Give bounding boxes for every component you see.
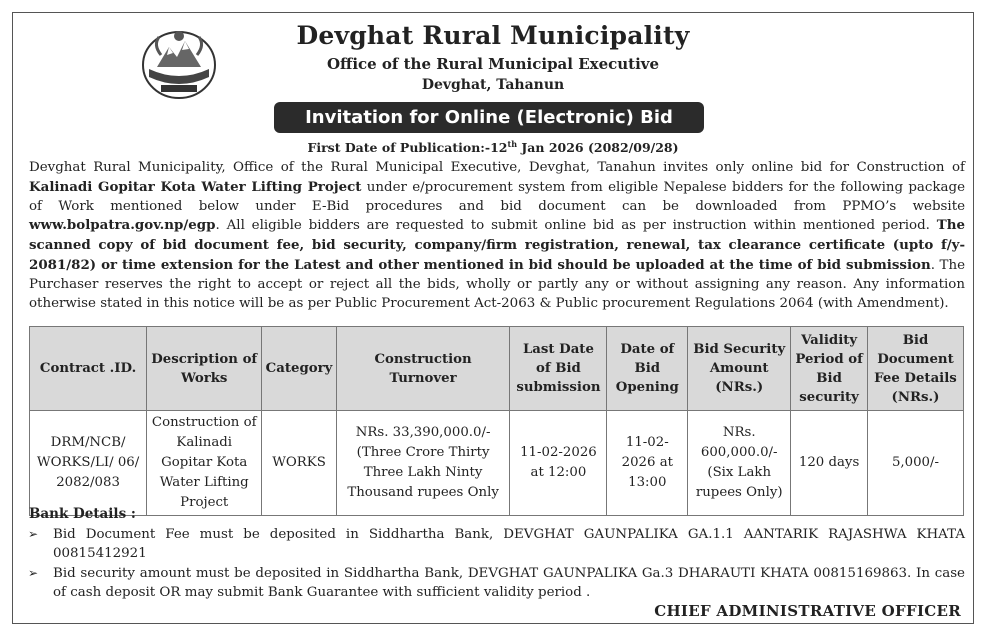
publication-date-prefix: First Date of Publication:-12 bbox=[307, 140, 508, 156]
project-name: Kalinadi Gopitar Kota Water Lifting Project bbox=[29, 178, 362, 195]
table-row bbox=[30, 411, 964, 516]
office-name: Office of the Rural Municipal Executive bbox=[326, 55, 660, 73]
table-header-row bbox=[30, 327, 964, 411]
cell-validity: 120 days bbox=[791, 411, 868, 516]
cell-doc-fee: 5,000/- bbox=[867, 411, 963, 516]
cell-opening-date: 11-02-2026 at 13:00 bbox=[607, 411, 688, 516]
cell-contract-id: DRM/NCB/ WORKS/LI/ 06/ 2082/083 bbox=[30, 411, 147, 516]
bank-details-title: Bank Details : bbox=[29, 506, 136, 522]
body-text-1: Devghat Rural Municipality, Office of the Rural Municipal Executive, Devghat, Tanahun invites only online bid for Construction of bbox=[29, 160, 965, 175]
arrow-bullet-icon: ➢ bbox=[28, 566, 39, 580]
col-contract-id: Contract .ID. bbox=[30, 327, 147, 411]
bid-table bbox=[29, 326, 964, 516]
cell-last-date: 11-02-2026 at 12:00 bbox=[510, 411, 607, 516]
col-opening-date: Date of Bid Opening bbox=[607, 327, 688, 411]
upload-requirement: The scanned copy of bid document fee, bid security, company/firm registration, renewal, tax clearance certificate (upto f/y- 2081/82) or time extension for the Latest and other mentioned in bid should be uploaded at the time of bid submission bbox=[29, 217, 965, 273]
list-item bbox=[27, 525, 965, 563]
publication-date-sup: th bbox=[507, 139, 518, 149]
col-category: Category bbox=[262, 327, 336, 411]
notice-body bbox=[29, 159, 965, 313]
signatory-title: CHIEF ADMINISTRATIVE OFFICER bbox=[654, 602, 961, 620]
cell-description: Construction of Kalinadi Gopitar Kota Water Lifting Project bbox=[147, 411, 262, 516]
bank-item-text: Bid Document Fee must be deposited in Siddhartha Bank, DEVGHAT GAUNPALIKA GA.1.1 AANTARIK RAJASHWA KHATA 00815412921 bbox=[53, 527, 965, 561]
body-text-3: . All eligible bidders are requested to submit online bid as per instruction within mentioned period. bbox=[215, 218, 937, 234]
bank-item-text: Bid security amount must be deposited in Siddhartha Bank, DEVGHAT GAUNPALIKA Ga.3 DHARAUTI KHATA 00815169863. In case of cash deposit OR may submit Bank Guarantee with sufficient validity period . bbox=[53, 566, 965, 600]
col-doc-fee: Bid Document Fee Details (NRs.) bbox=[867, 327, 963, 411]
municipality-name: Devghat Rural Municipality bbox=[296, 21, 690, 50]
body-text-2: under e/procurement system from eligible Nepalese bidders for the following package of Work mentioned below under E-Bid procedures and bid document can be downloaded from PPMO’s website bbox=[29, 179, 966, 214]
cell-turnover: NRs. 33,390,000.0/- (Three Crore Thirty Three Lakh Ninty Thousand rupees Only bbox=[336, 411, 510, 516]
notice-frame bbox=[12, 12, 974, 624]
publication-date-suffix: Jan 2026 (2082/09/28) bbox=[517, 140, 679, 156]
cell-category: WORKS bbox=[262, 411, 336, 516]
col-validity: Validity Period of Bid security bbox=[791, 327, 868, 411]
col-bid-security: Bid Security Amount (NRs.) bbox=[688, 327, 791, 411]
office-location: Devghat, Tahanun bbox=[421, 77, 565, 93]
list-item bbox=[27, 564, 965, 602]
arrow-bullet-icon: ➢ bbox=[28, 527, 39, 541]
cell-bid-security: NRs. 600,000.0/- (Six Lakh rupees Only) bbox=[688, 411, 791, 516]
col-turnover: Construction Turnover bbox=[336, 327, 510, 411]
body-text-4: . The Purchaser reserves the right to accept or reject all the bids, wholly or partly any or without assigning any reason. Any information otherwise stated in this notice will be as per Public Procurement Act-2063 & Public procurement Regulations 2064 (with Amendment). bbox=[29, 257, 965, 311]
col-description: Description of Works bbox=[147, 327, 262, 411]
notice-title: Invitation for Online (Electronic) Bid bbox=[274, 102, 704, 133]
bank-details-list bbox=[27, 525, 965, 603]
col-last-date: Last Date of Bid submission bbox=[510, 327, 607, 411]
publication-date bbox=[13, 139, 973, 155]
website-link: www.bolpatra.gov.np/egp bbox=[29, 217, 216, 234]
